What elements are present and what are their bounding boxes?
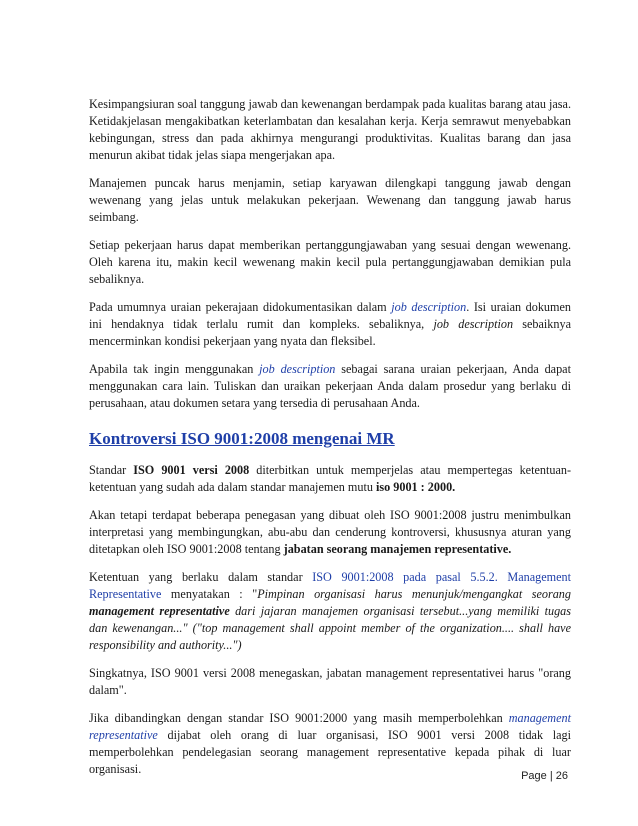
paragraph-10-text-1: Jika dibandingkan dengan standar ISO 9001:2000 yang masih memperbolehkan bbox=[89, 711, 509, 725]
iso-clause-term: ISO 9001:2008 pada pasal 5.5.2. Management Representative bbox=[89, 570, 571, 601]
paragraph-5-text-1: Apabila tak ingin menggunakan bbox=[89, 362, 260, 376]
paragraph-4-text-2: . Isi uraian dokumen ini hendaknya tidak terlalu rumit dan kompleks. sebaliknya, bbox=[89, 300, 572, 331]
paragraph-2: Manajemen puncak harus menjamin, setiap karyawan dilengkapi tanggung jawab dengan wewenang yang jelas untuk melakukan pekerjaan. Wewenang dan tanggung jawab harus seimbang. bbox=[89, 176, 571, 224]
mr-term: management representative bbox=[89, 711, 571, 742]
paragraph-8-text-2: menyatakan : " bbox=[161, 587, 258, 601]
iso-version-term: ISO 9001 versi 2008 bbox=[133, 463, 250, 477]
paragraph-8-text-1: Ketentuan yang berlaku dalam standar bbox=[89, 570, 313, 584]
paragraph-10-text-2: dijabat oleh orang di luar organisasi, ISO 9001 versi 2008 tidak lagi memperbolehkan pendelegasian seorang management representative kepada pihak di luar organisasi. bbox=[89, 728, 571, 776]
mr-term: management representative bbox=[89, 604, 230, 618]
iso-2000-term: iso 9001 : 2000. bbox=[375, 480, 456, 494]
paragraph-1: Kesimpangsiuran soal tanggung jawab dan kewenangan berdampak pada kualitas barang atau jasa. Ketidakjelasan mengakibatkan keterlambatan dan kesalahan kerja. Kerja semrawut menyebabkan kebingungan, stress dan pada akhirnya mengurangi produktivitas. Kualitas barang dan jasa menurun akibat tidak jelas siapa mengerjakan apa. bbox=[89, 97, 571, 162]
page-number: Page | 26 bbox=[521, 770, 568, 782]
paragraph-5 bbox=[89, 361, 571, 412]
paragraph-6 bbox=[89, 462, 571, 496]
paragraph-7-text-1: Akan tetapi terdapat beberapa penegasan yang dibuat oleh ISO 9001:2008 justru menimbulkan interpretasi yang membingungkan, abu-abu dan cenderung kontroversi, khususnya aturan yang ditetapkan oleh ISO 9001:2008 tentang bbox=[89, 508, 571, 556]
paragraph-6-text-2: diterbitkan untuk memperjelas atau mempertegas ketentuan-ketentuan yang sudah ada dalam standar manajemen mutu bbox=[89, 463, 572, 494]
job-description-term: job description bbox=[433, 317, 514, 331]
paragraph-5-text-2: sebagai sarana uraian pekerjaan, Anda dapat menggunakan cara lain. Tuliskan dan uraikan pekerjaan Anda dalam prosedur yang berlaku di perusahaan, atau dokumen setara yang tersedia di perusahaan Anda. bbox=[89, 362, 571, 410]
paragraph-4-text-1: Pada umumnya uraian pekerajaan didokumentasikan dalam bbox=[89, 300, 392, 314]
quote-text-continued: dari jajaran manajemen organisasi tersebut...yang memiliki tugas dan kewenangan..." ("top management shall appoint member of the organization.... shall have responsibility and authority...") bbox=[89, 604, 571, 652]
paragraph-4 bbox=[89, 299, 571, 350]
page-content bbox=[89, 96, 571, 789]
paragraph-8 bbox=[89, 569, 571, 654]
paragraph-7 bbox=[89, 507, 571, 558]
paragraph-10 bbox=[89, 710, 571, 778]
job-description-term: job description bbox=[391, 300, 467, 314]
mr-position-term: jabatan seorang manajemen representative. bbox=[283, 542, 512, 556]
paragraph-9: Singkatnya, ISO 9001 versi 2008 menegaskan, jabatan management representativei harus "orang dalam". bbox=[89, 666, 571, 697]
paragraph-6-text-1: Standar bbox=[89, 463, 134, 477]
section-heading: Kontroversi ISO 9001:2008 mengenai MR bbox=[89, 429, 395, 448]
quote-text: Pimpinan organisasi harus menunjuk/mengangkat seorang bbox=[257, 587, 571, 601]
paragraph-4-text-3: sebaiknya mencerminkan kondisi pekerjaan yang nyata dan fleksibel. bbox=[89, 317, 572, 348]
job-description-term: job description bbox=[259, 362, 336, 376]
paragraph-3: Setiap pekerjaan harus dapat memberikan pertanggungjawaban yang sesuai dengan wewenang. Oleh karena itu, makin kecil wewenang makin kecil pula pertanggungjawaban demikian pula sebaliknya. bbox=[89, 238, 571, 286]
